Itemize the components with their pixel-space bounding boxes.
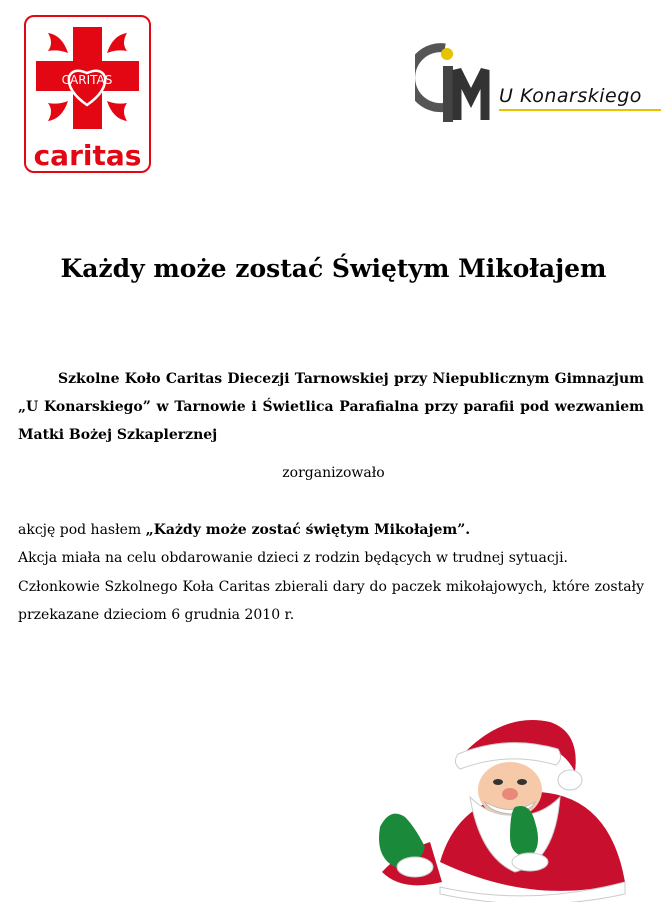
action-slogan: „Każdy może zostać świętym Mikołajem”. [145,522,471,538]
santa-claus-icon [370,712,630,902]
konarskiego-wordmark: U Konarskiego [499,85,642,107]
document-title: Każdy może zostać Świętym Mikołajem [60,254,607,283]
paragraph-goal: Akcja miała na celu obdarowanie dzieci z rodzin będących w trudnej sytuacji. [18,550,568,566]
konarskiego-logo-icon [415,40,665,125]
paragraph-members: Członkowie Szkolnego Koła Caritas zbierali dary do paczek mikołajowych, które zostały przekazane dzieciom 6 grudnia 2010 r. [18,579,644,623]
action-paragraph [18,516,644,544]
organized-line: zorganizowało [282,465,385,481]
caritas-cross-text: CARITAS [61,73,113,87]
intro-paragraph: Szkolne Koło Caritas Diecezji Tarnowskiej przy Niepublicznym Gimnazjum „U Konarskiego” w Tarnowie i Świetlica Parafialna przy parafii pod wezwaniem Matki Bożej Szkaplerznej [18,371,644,443]
caritas-logo [24,15,151,173]
action-prefix: akcję pod hasłem [18,522,146,538]
caritas-wordmark: caritas [33,139,142,172]
konarskiego-underline [499,109,661,111]
